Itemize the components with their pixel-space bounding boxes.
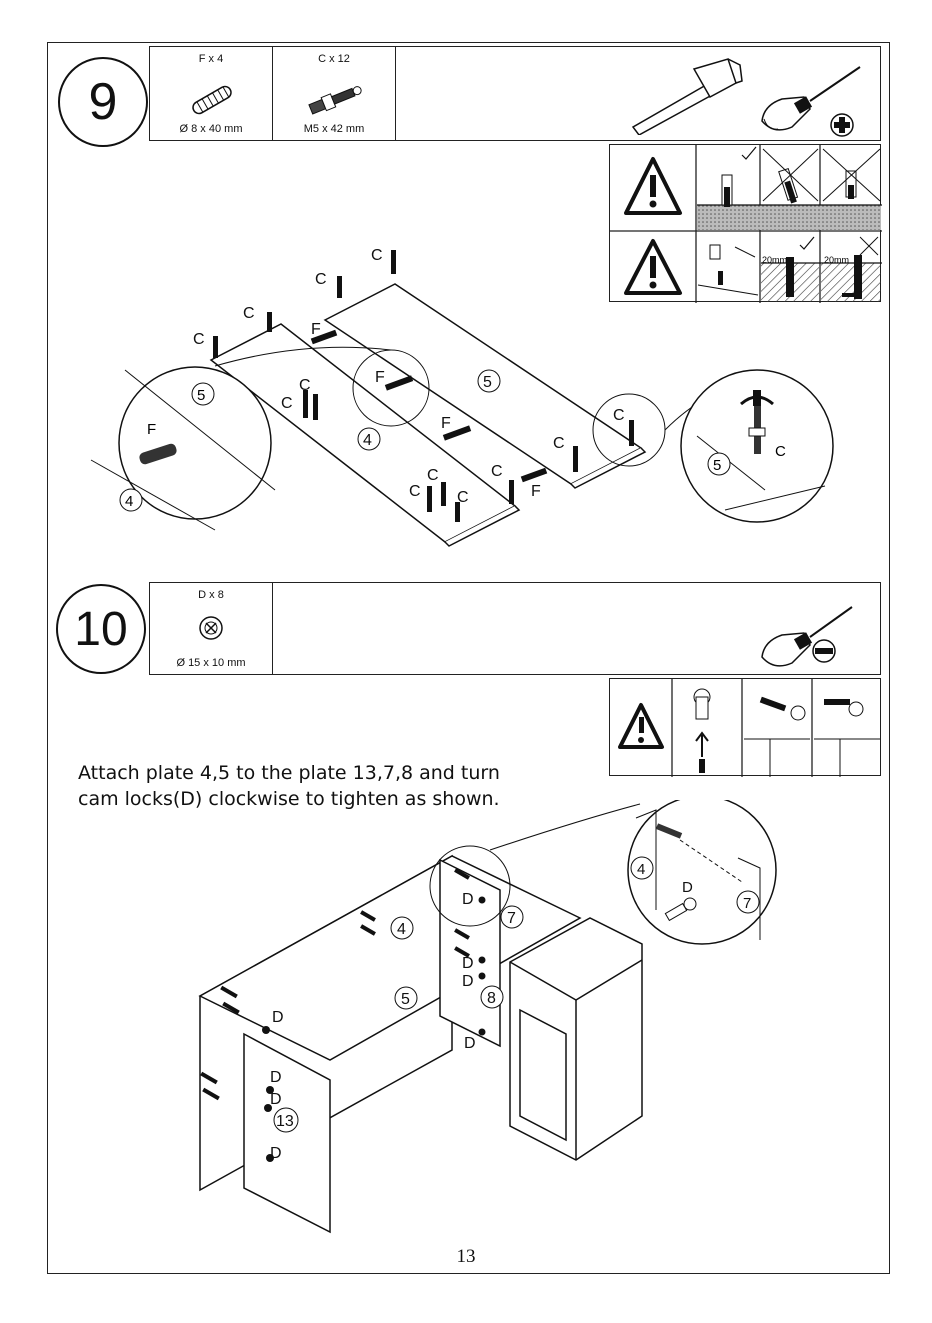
label-c: C xyxy=(193,331,205,348)
cam-lock-icon xyxy=(196,613,226,643)
warning-triangle-icon xyxy=(620,705,662,747)
plate-number-4: 4 xyxy=(397,921,406,938)
label-d: D xyxy=(462,955,474,972)
step10-parts-header xyxy=(149,582,881,675)
step-number-9 xyxy=(58,57,148,147)
label-c: C xyxy=(299,377,311,394)
label-c: C xyxy=(491,463,503,480)
step-number-text: 10 xyxy=(74,602,128,656)
plate-number-8: 8 xyxy=(487,990,496,1007)
wrong-bolt-icon xyxy=(763,149,818,204)
dowel-icon xyxy=(185,75,240,125)
part-c-qty: C x 12 xyxy=(318,53,350,65)
label-f: F xyxy=(311,321,321,338)
label-c: C xyxy=(427,467,439,484)
label-c: C xyxy=(315,271,327,288)
plate-number-4: 4 xyxy=(125,493,134,510)
step-number-10 xyxy=(56,584,146,674)
cam-insert-icon xyxy=(694,689,710,773)
dim-label: 20mm xyxy=(762,255,788,265)
label-f: F xyxy=(441,415,451,432)
cam-bolt-icon xyxy=(301,75,367,125)
warning-triangle-icon xyxy=(626,159,680,213)
label-c: C xyxy=(775,443,786,460)
part-c-size: M5 x 42 mm xyxy=(303,123,365,135)
part-f-cell xyxy=(150,47,273,140)
step-number-text: 9 xyxy=(88,73,118,131)
hammer-icon xyxy=(628,55,743,135)
label-d: D xyxy=(272,1009,284,1026)
plate-number-5: 5 xyxy=(713,457,722,474)
plate-number-5: 5 xyxy=(401,991,410,1008)
label-d: D xyxy=(464,1035,476,1052)
label-d: D xyxy=(270,1091,282,1108)
plate-number-4: 4 xyxy=(363,432,372,449)
plate-number-5: 5 xyxy=(483,374,492,391)
label-d: D xyxy=(270,1145,282,1162)
label-d: D xyxy=(462,973,474,990)
instruction-line-1: Attach plate 4,5 to the plate 13,7,8 and turn xyxy=(78,762,500,784)
plate-number-4: 4 xyxy=(637,861,646,878)
label-f: F xyxy=(375,369,385,386)
part-d-cell xyxy=(150,583,273,674)
step9-assembly-diagram xyxy=(85,240,845,550)
correct-bolt-icon xyxy=(722,147,756,207)
label-c: C xyxy=(371,247,383,264)
label-d: D xyxy=(682,879,693,896)
label-c: C xyxy=(553,435,565,452)
label-c: C xyxy=(457,489,469,506)
step10-assembly-diagram xyxy=(190,800,790,1240)
plate-7 xyxy=(440,860,500,1046)
label-c: C xyxy=(243,305,255,322)
dim-label: 20mm xyxy=(824,255,850,265)
phillips-screwdriver-icon xyxy=(752,61,872,141)
step10-warning-table xyxy=(609,678,881,776)
wrong-bolt-icon xyxy=(823,149,880,201)
plate-number-7: 7 xyxy=(743,895,752,912)
warning-grid xyxy=(610,679,882,777)
label-c: C xyxy=(409,483,421,500)
part-f-size: Ø 8 x 40 mm xyxy=(179,123,243,135)
part-d-size: Ø 15 x 10 mm xyxy=(176,657,246,669)
label-d: D xyxy=(270,1069,282,1086)
label-d: D xyxy=(462,891,474,908)
label-f: F xyxy=(531,483,541,500)
label-c: C xyxy=(613,407,625,424)
part-d-qty: D x 8 xyxy=(198,589,224,601)
label-c: C xyxy=(281,395,293,412)
instruction-line-2: cam locks(D) clockwise to tighten as shown. xyxy=(78,788,500,810)
label-f: F xyxy=(147,421,157,438)
page-number: 13 xyxy=(456,1246,476,1267)
part-c-cell xyxy=(273,47,396,140)
plate-number-5: 5 xyxy=(197,387,206,404)
plate-number-7: 7 xyxy=(507,910,516,927)
flathead-screwdriver-icon xyxy=(752,597,872,673)
part-f-qty: F x 4 xyxy=(198,53,224,65)
plate-number-13: 13 xyxy=(276,1113,294,1130)
step9-parts-header xyxy=(149,46,881,141)
